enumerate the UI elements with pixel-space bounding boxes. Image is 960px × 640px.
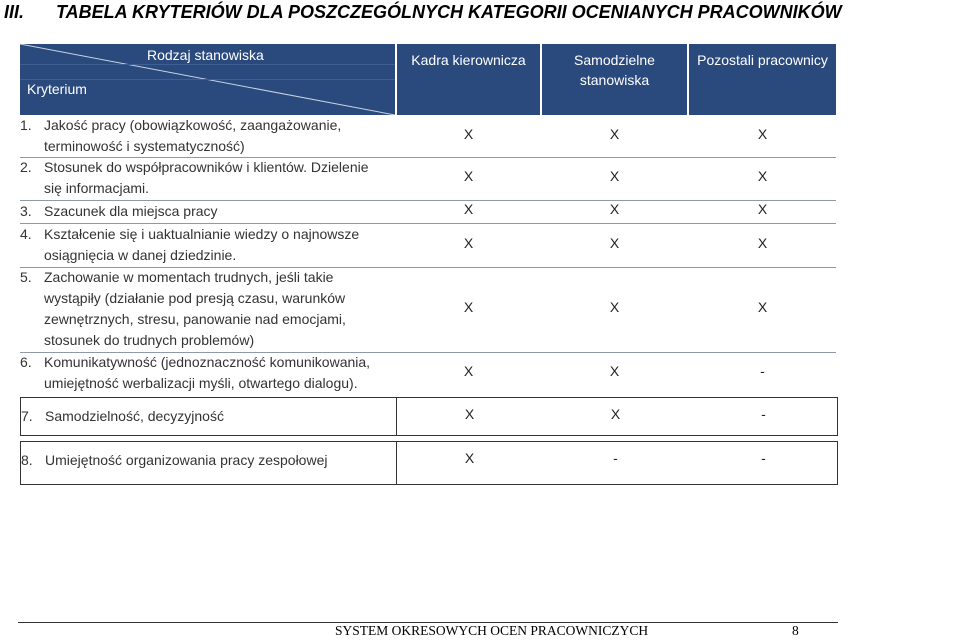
cell-independent: X	[610, 406, 621, 422]
header-criterion: Kryterium	[27, 81, 87, 97]
cell-management: X	[463, 363, 474, 379]
header-other-employees	[689, 44, 836, 115]
header-position-type: Rodzaj stanowiska	[147, 47, 264, 63]
criterion-line: umiejętność werbalizacji myśli, otwartego dialogu).	[44, 375, 358, 391]
criterion-text	[21, 450, 386, 471]
section-number: III.	[4, 2, 25, 22]
cell-other: X	[757, 299, 768, 315]
header-independent-line1: Samodzielne	[574, 52, 655, 68]
criterion-text	[20, 267, 385, 351]
footer-title: SYSTEM OKRESOWYCH OCEN PRACOWNICZYCH	[335, 623, 649, 638]
cell-other: X	[757, 201, 768, 217]
criterion-line: Komunikatywność (jednoznaczność komunikowania,	[44, 354, 371, 370]
cell-independent: X	[609, 363, 620, 379]
criterion-number: 1.	[20, 117, 32, 133]
table-row	[20, 201, 836, 223]
cell-management: X	[464, 450, 475, 466]
table-row	[20, 224, 836, 267]
table-row	[20, 441, 838, 485]
page-footer	[335, 623, 799, 639]
cell-other: X	[757, 126, 768, 142]
criterion-line: Stosunek do współpracowników i klientów. Dzielenie	[44, 159, 369, 175]
criterion-line: Zachowanie w momentach trudnych, jeśli takie	[44, 269, 334, 285]
header-independent-positions	[542, 44, 687, 115]
cell-other: -	[761, 406, 766, 422]
cell-independent: X	[609, 126, 620, 142]
criterion-line: wystąpiły (działanie pod presją czasu, warunków	[44, 290, 346, 306]
cell-other: X	[757, 168, 768, 184]
table-row	[20, 397, 838, 436]
cell-management: X	[463, 299, 474, 315]
criterion-number: 3.	[20, 203, 32, 219]
header-independent-line2: stanowiska	[579, 72, 650, 88]
criterion-number: 8.	[21, 452, 33, 468]
header-corner-cell	[20, 44, 395, 115]
cell-management: X	[463, 168, 474, 184]
cell-independent: X	[609, 235, 620, 251]
criterion-line: Umiejętność organizowania pracy zespołowej	[45, 452, 328, 468]
cell-other: X	[757, 235, 768, 251]
cell-other: -	[761, 450, 766, 466]
header-other-label: Pozostali pracownicy	[697, 52, 828, 68]
cell-other: -	[760, 363, 765, 379]
table-row	[20, 352, 836, 396]
header-divider	[20, 64, 395, 65]
criterion-line: Samodzielność, decyzyjność	[45, 408, 224, 424]
criterion-number: 4.	[20, 226, 32, 242]
criterion-line: Jakość pracy (obowiązkowość, zaangażowanie,	[44, 117, 342, 133]
cell-management: X	[463, 235, 474, 251]
cell-management: X	[463, 201, 474, 217]
cell-border	[396, 442, 397, 484]
criterion-line: osiągnięcia w danej dziedzinie.	[44, 247, 237, 263]
page-number: 8	[792, 623, 799, 638]
criterion-text	[20, 157, 385, 199]
cell-management: X	[464, 406, 475, 422]
criterion-line: Szacunek dla miejsca pracy	[44, 203, 218, 219]
cell-independent: X	[609, 201, 620, 217]
criterion-text	[21, 406, 386, 427]
criterion-number: 5.	[20, 269, 32, 285]
header-divider	[20, 79, 395, 80]
header-management	[397, 44, 540, 115]
criterion-line: terminowość i systematyczność)	[44, 138, 245, 154]
table-row	[20, 157, 836, 200]
criterion-line: się informacjami.	[44, 180, 150, 196]
criterion-text	[20, 115, 385, 157]
cell-independent: -	[613, 450, 618, 466]
cell-management: X	[463, 126, 474, 142]
criterion-number: 6.	[20, 354, 32, 370]
criterion-line: zewnętrznych, stresu, panowanie nad emocjami,	[44, 311, 346, 327]
cell-independent: X	[609, 168, 620, 184]
table-row	[20, 115, 836, 157]
header-management-label: Kadra kierownicza	[411, 52, 526, 68]
table-row	[20, 267, 836, 351]
cell-independent: X	[609, 299, 620, 315]
section-title	[4, 0, 954, 26]
section-title-text: TABELA KRYTERIÓW DLA POSZCZEGÓLNYCH KATEGORII OCENIANYCH PRACOWNIKÓW	[56, 2, 842, 22]
cell-border	[396, 398, 397, 435]
criterion-text	[20, 201, 385, 222]
criterion-text	[20, 224, 385, 266]
criterion-text	[20, 352, 385, 394]
criterion-number: 7.	[21, 408, 33, 424]
criterion-line: stosunek do trudnych problemów)	[44, 332, 255, 348]
criterion-number: 2.	[20, 159, 32, 175]
criterion-line: Kształcenie się i uaktualnianie wiedzy o najnowsze	[44, 226, 360, 242]
